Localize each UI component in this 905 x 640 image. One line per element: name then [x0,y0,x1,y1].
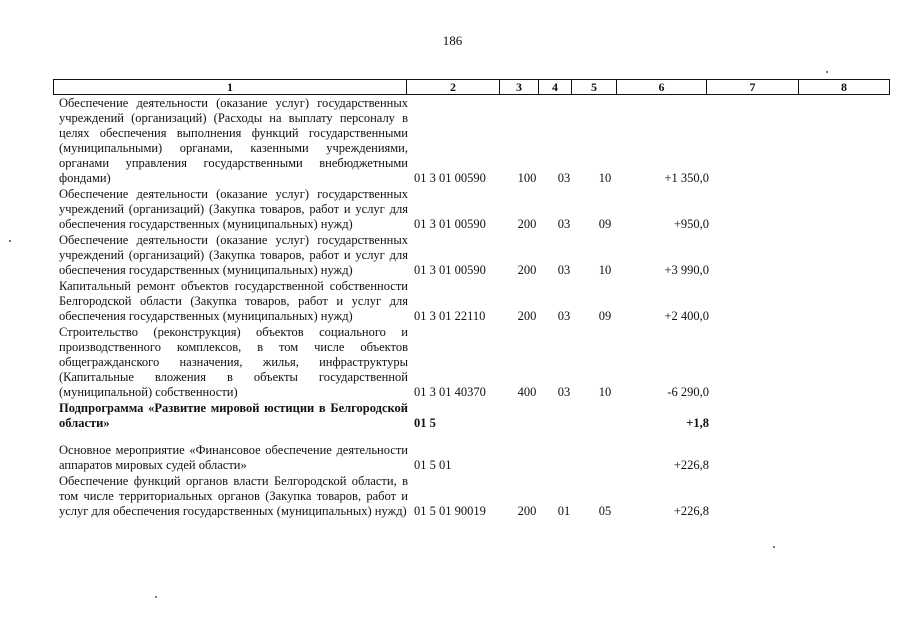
row-code: 01 3 01 22110 [414,309,486,323]
table-row [53,474,889,519]
row-code: 01 3 01 00590 [414,171,486,185]
header-col-8: 8 [799,80,890,95]
row-amount: +1 350,0 [664,171,709,185]
row-subsection: 09 [598,309,612,323]
row-name: Обеспечение функций органов власти Белгородской области, в том числе территориальных органов (Закупка товаров, работ и услуг для обеспечения государственных (муниципальных) нужд) [59,474,408,518]
row-code: 01 3 01 00590 [414,217,486,231]
header-col-2: 2 [407,80,500,95]
table-body [53,96,889,520]
row-section: 03 [557,171,571,185]
header-col-1: 1 [54,80,407,95]
table-row [53,325,889,400]
row-amount: +3 990,0 [664,263,709,277]
row-section: 03 [557,385,571,399]
row-section: 03 [557,263,571,277]
row-section: 01 [557,504,571,518]
table-row [53,443,889,473]
row-name: Обеспечение деятельности (оказание услуг) государственных учреждений (организаций) (Закупка товаров, работ и услуг для обеспечения государственных (муниципальных) нужд) [59,187,408,231]
row-expense-type: 200 [517,217,537,231]
row-amount: +950,0 [673,217,709,231]
table-header [53,79,890,95]
page-number: 186 [442,33,463,48]
header-col-5: 5 [572,80,617,95]
row-code: 01 3 01 40370 [414,385,486,399]
row-section: 03 [557,309,571,323]
row-name: Основное мероприятие «Финансовое обеспечение деятельности аппаратов мировых судей области» [59,443,408,472]
row-amount: -6 290,0 [667,385,709,399]
row-subsection: 05 [598,504,612,518]
row-section: 03 [557,217,571,231]
row-expense-type: 400 [517,385,537,399]
row-amount: +1,8 [686,416,709,430]
row-amount: +226,8 [673,504,709,518]
row-code: 01 5 01 [414,458,452,472]
row-expense-type: 100 [517,171,537,185]
header-col-7: 7 [707,80,799,95]
row-expense-type: 200 [517,263,537,277]
row-name: Обеспечение деятельности (оказание услуг) государственных учреждений (организаций) (Закупка товаров, работ и услуг для обеспечения государственных (муниципальных) нужд) [59,233,408,277]
row-code: 01 5 [414,416,436,430]
row-subsection: 09 [598,217,612,231]
table-row-subprogram [53,401,889,431]
row-expense-type: 200 [517,309,537,323]
scan-speck [155,596,157,598]
row-subsection: 10 [598,385,612,399]
header-col-3: 3 [500,80,539,95]
row-name: Капитальный ремонт объектов государственной собственности Белгородской области (Закупка товаров, работ и услуг для обеспечения государственных (муниципальных) нужд) [59,279,408,323]
row-name: Строительство (реконструкция) объектов социального и производственного комплексов, в том числе объектов общегражданского назначения, жилья, инфраструктуры (Капитальные вложения в объекты государственной (муниципальной) собственности) [59,325,408,399]
scan-speck [9,240,11,242]
scan-speck [826,71,828,73]
row-amount: +2 400,0 [664,309,709,323]
row-amount: +226,8 [673,458,709,472]
scan-speck [773,546,775,548]
row-subsection: 10 [598,263,612,277]
row-code: 01 5 01 90019 [414,504,486,518]
table-row [53,187,889,232]
header-col-4: 4 [539,80,572,95]
table-row [53,96,889,186]
row-code: 01 3 01 00590 [414,263,486,277]
row-name: Подпрограмма «Развитие мировой юстиции в Белгородской области» [59,401,408,430]
header-col-6: 6 [617,80,707,95]
table-row [53,233,889,278]
row-subsection: 10 [598,171,612,185]
row-name: Обеспечение деятельности (оказание услуг) государственных учреждений (организаций) (Расходы на выплату персоналу в целях обеспечения выполнения функций государственными (муниципальными) органами, казенными учреждениями, органами управления государственными внебюджетными фондами) [59,96,408,185]
table-row [53,279,889,324]
row-expense-type: 200 [517,504,537,518]
